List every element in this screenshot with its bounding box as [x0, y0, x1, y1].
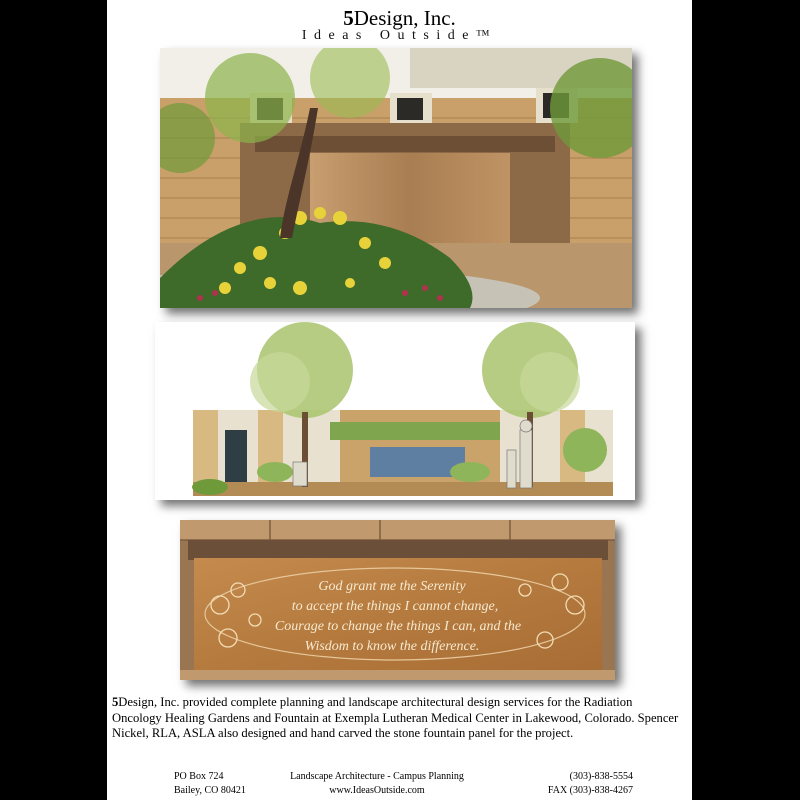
footer-po-box: PO Box 724 — [174, 771, 224, 782]
footer-contact — [547, 770, 633, 798]
inscription-line-4: Wisdom to know the difference. — [304, 639, 480, 654]
company-name-bold: 5 — [343, 6, 354, 30]
description-bold: 5 — [112, 695, 119, 709]
brochure-page — [107, 0, 692, 800]
garden-rendering — [155, 322, 635, 500]
company-name-rest: Design, Inc. — [353, 6, 456, 30]
inscription-line-2: to accept the things I cannot change, — [291, 599, 499, 614]
footer-services-text: Landscape Architecture - Campus Planning — [290, 771, 464, 782]
footer-phone: (303)-838-5554 — [569, 771, 633, 782]
footer-city: Bailey, CO 80421 — [174, 785, 246, 796]
carved-stone-panel — [180, 520, 615, 680]
description-text: Design, Inc. provided complete planning and landscape architectural design services for the Radiation Oncology Healing Gardens and Fountain at Exempla Lutheran Medical Center in Lakewood, Colorado. Spencer Nickel, RLA, ASLA also designed and hand carved the stone fountain panel for the project. — [112, 695, 679, 740]
footer-address — [174, 770, 246, 798]
tagline: Ideas Outside™ — [301, 28, 498, 43]
footer-fax: FAX (303)-838-4267 — [547, 785, 633, 796]
project-description — [112, 695, 682, 742]
inscription-line-1: God grant me the Serenity — [318, 579, 466, 594]
footer-website-link[interactable]: www.IdeasOutside.com — [329, 785, 425, 796]
fountain-photo — [160, 48, 632, 308]
inscription-line-3: Courage to change the things I can, and the — [274, 619, 522, 634]
footer-services — [282, 770, 472, 798]
